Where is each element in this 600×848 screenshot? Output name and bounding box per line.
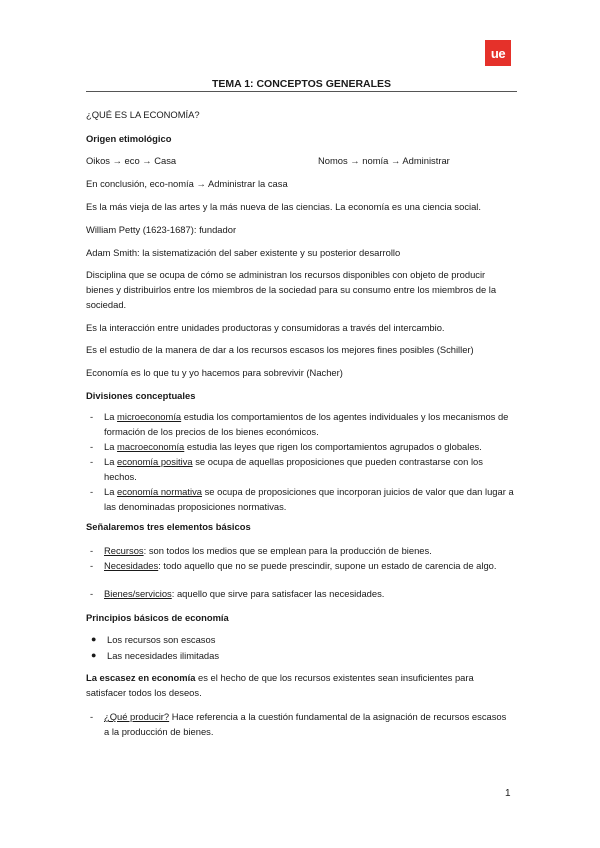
list-item: Las necesidades ilimitadas bbox=[107, 650, 220, 661]
section-heading-elementos: Señalaremos tres elementos básicos bbox=[86, 521, 251, 532]
list-item: Bienes/servicios: aquello que sirve para satisfacer las necesidades. bbox=[104, 588, 385, 599]
paragraph-escasez: La escasez en economía es el hecho de que los recursos existentes sean insuficientes para satisfacer todos los deseos. bbox=[86, 672, 474, 698]
list-item: Necesidades: todo aquello que no se puede prescindir, supone un estado de carencia de algo. bbox=[104, 560, 497, 571]
list-item: La economía positiva se ocupa de aquellas proposiciones que pueden contrastarse con los hechos. bbox=[104, 456, 483, 482]
term-recursos: Recursos bbox=[104, 545, 144, 556]
paragraph: Adam Smith: la sistematización del saber existente y su posterior desarrollo bbox=[86, 247, 401, 258]
term-microeconomia: microeconomía bbox=[117, 411, 182, 422]
term-economia-positiva: economía positiva bbox=[117, 456, 193, 467]
etymology-nomos: Nomos → nomía → Administrar bbox=[318, 155, 450, 166]
page-number: 1 bbox=[505, 788, 511, 799]
term-que-producir: ¿Qué producir? bbox=[104, 711, 170, 722]
term-macroeconomia: macroeconomía bbox=[117, 441, 185, 452]
list-bullet: - bbox=[90, 588, 94, 599]
list-item: La microeconomía estudia los comportamientos de los agentes individuales y los mecanismos de formación de los precios de los bienes económicos. bbox=[104, 411, 509, 437]
term-economia-normativa: economía normativa bbox=[117, 486, 202, 497]
section-heading-divisiones: Divisiones conceptuales bbox=[86, 390, 196, 401]
list-bullet: - bbox=[90, 441, 94, 452]
list-item: La macroeconomía estudia las leyes que rigen los comportamientos agrupados o globales. bbox=[104, 441, 482, 452]
list-item: ¿Qué producir? Hace referencia a la cuestión fundamental de la asignación de recursos escasos a la producción de bienes. bbox=[104, 711, 507, 737]
paragraph: Economía es lo que tu y yo hacemos para sobrevivir (Nacher) bbox=[86, 367, 343, 378]
section-heading-principios: Principios básicos de economía bbox=[86, 612, 229, 623]
list-bullet: - bbox=[90, 486, 94, 497]
title-divider bbox=[86, 91, 517, 92]
page-title: TEMA 1: CONCEPTOS GENERALES bbox=[211, 78, 392, 90]
university-logo: ue bbox=[485, 40, 511, 66]
paragraph: Disciplina que se ocupa de cómo se administran los recursos disponibles con objeto de producir bienes y distribuirlos entre los miembros de la sociedad para su consumo entre los miembros de la sociedad. bbox=[86, 269, 497, 310]
list-bullet: - bbox=[90, 411, 94, 422]
list-bullet: - bbox=[90, 711, 94, 722]
list-bullet: ● bbox=[91, 634, 97, 644]
question-heading: ¿QUÉ ES LA ECONOMÍA? bbox=[86, 109, 200, 120]
paragraph: Es la más vieja de las artes y la más nueva de las ciencias. La economía es una ciencia social. bbox=[86, 201, 481, 212]
section-heading-origen: Origen etimológico bbox=[86, 133, 172, 144]
list-item: Recursos: son todos los medios que se emplean para la producción de bienes. bbox=[104, 545, 432, 556]
etymology-oikos: Oikos → eco → Casa bbox=[86, 155, 177, 166]
etymology-conclusion: En conclusión, eco-nomía → Administrar la casa bbox=[86, 178, 288, 189]
term-bienes-servicios: Bienes/servicios bbox=[104, 588, 172, 599]
paragraph: William Petty (1623-1687): fundador bbox=[86, 224, 237, 235]
paragraph: Es el estudio de la manera de dar a los recursos escasos los mejores fines posibles (Schiller) bbox=[86, 344, 474, 355]
list-item: La economía normativa se ocupa de proposiciones que incorporan juicios de valor que dan lugar a las denominadas proposiciones normativas. bbox=[104, 486, 514, 512]
paragraph: Es la interacción entre unidades productoras y consumidoras a través del intercambio. bbox=[86, 322, 445, 333]
list-bullet: - bbox=[90, 545, 94, 556]
term-necesidades: Necesidades bbox=[104, 560, 159, 571]
list-item: Los recursos son escasos bbox=[107, 634, 216, 645]
list-bullet: - bbox=[90, 456, 94, 467]
list-bullet: - bbox=[90, 560, 94, 571]
list-bullet: ● bbox=[91, 650, 97, 660]
